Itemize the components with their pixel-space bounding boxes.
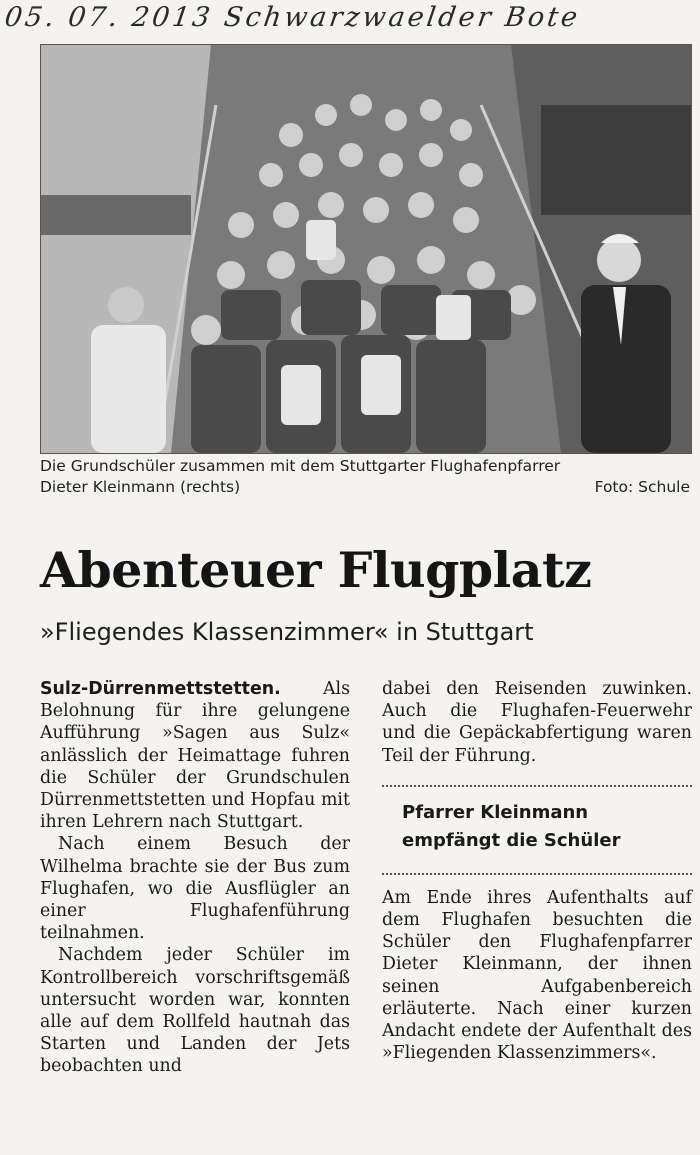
caption-line-1: Die Grundschüler zusammen mit dem Stuttgarter Flughafenpfarrer — [40, 457, 561, 475]
section-subheading: Pfarrer Kleinmann empfängt die Schüler — [402, 801, 621, 851]
dotted-divider-top — [382, 785, 692, 787]
article-column-left — [40, 678, 350, 1078]
paragraph-3: Nachdem jeder Schüler im Kontrollbereich vorschriftsgemäß untersucht worden war, konnten alle auf dem Rollfeld hautnah das Starten und Landen der Jets beobachten und — [40, 945, 350, 1077]
paragraph-1 — [40, 678, 350, 833]
paragraph-4: dabei den Reisenden zuwinken. Auch die Flughafen-Feuerwehr und die Gepäckabfertigung waren Teil der Führung. — [382, 679, 692, 766]
paragraph-2: Nach einem Besuch der Wilhelma brachte sie der Bus zum Flughafen, wo die Ausflügler an einer Flughafenführung teilnahmen. — [40, 834, 350, 944]
dotted-divider-bottom — [382, 873, 692, 875]
dateline: Sulz-Dürrenmettstetten. — [40, 679, 281, 699]
caption-line-2: Dieter Kleinmann (rechts) — [40, 478, 241, 496]
handwritten-date-source: 05. 07. 2013 Schwarzwaelder Bote — [2, 2, 583, 33]
group-photo — [40, 44, 692, 454]
article-subheadline: »Fliegendes Klassenzimmer« in Stuttgart — [40, 618, 534, 646]
article-headline: Abenteuer Flugplatz — [40, 541, 592, 599]
article-column-right — [382, 678, 692, 1064]
photo-credit: Foto: Schule — [594, 478, 690, 496]
paragraph-1-text: Als Belohnung für ihre gelungene Aufführung »Sagen aus Sulz« anlässlich der Heimattage fuhren die Schüler der Grundschulen Dürrenmettstetten und Hopfau mit ihren Lehrern nach Stuttgart. — [40, 679, 350, 833]
photo-caption — [40, 456, 690, 498]
paragraph-5: Am Ende ihres Aufenthalts auf dem Flughafen besuchten die Schüler den Flughafenpfarrer Dieter Kleinmann, der ihnen seinen Aufgabenbereich erläuterte. Nach einer kurzen Andacht endete der Aufenthalt des »Fliegenden Klassenzimmers«. — [382, 887, 692, 1064]
